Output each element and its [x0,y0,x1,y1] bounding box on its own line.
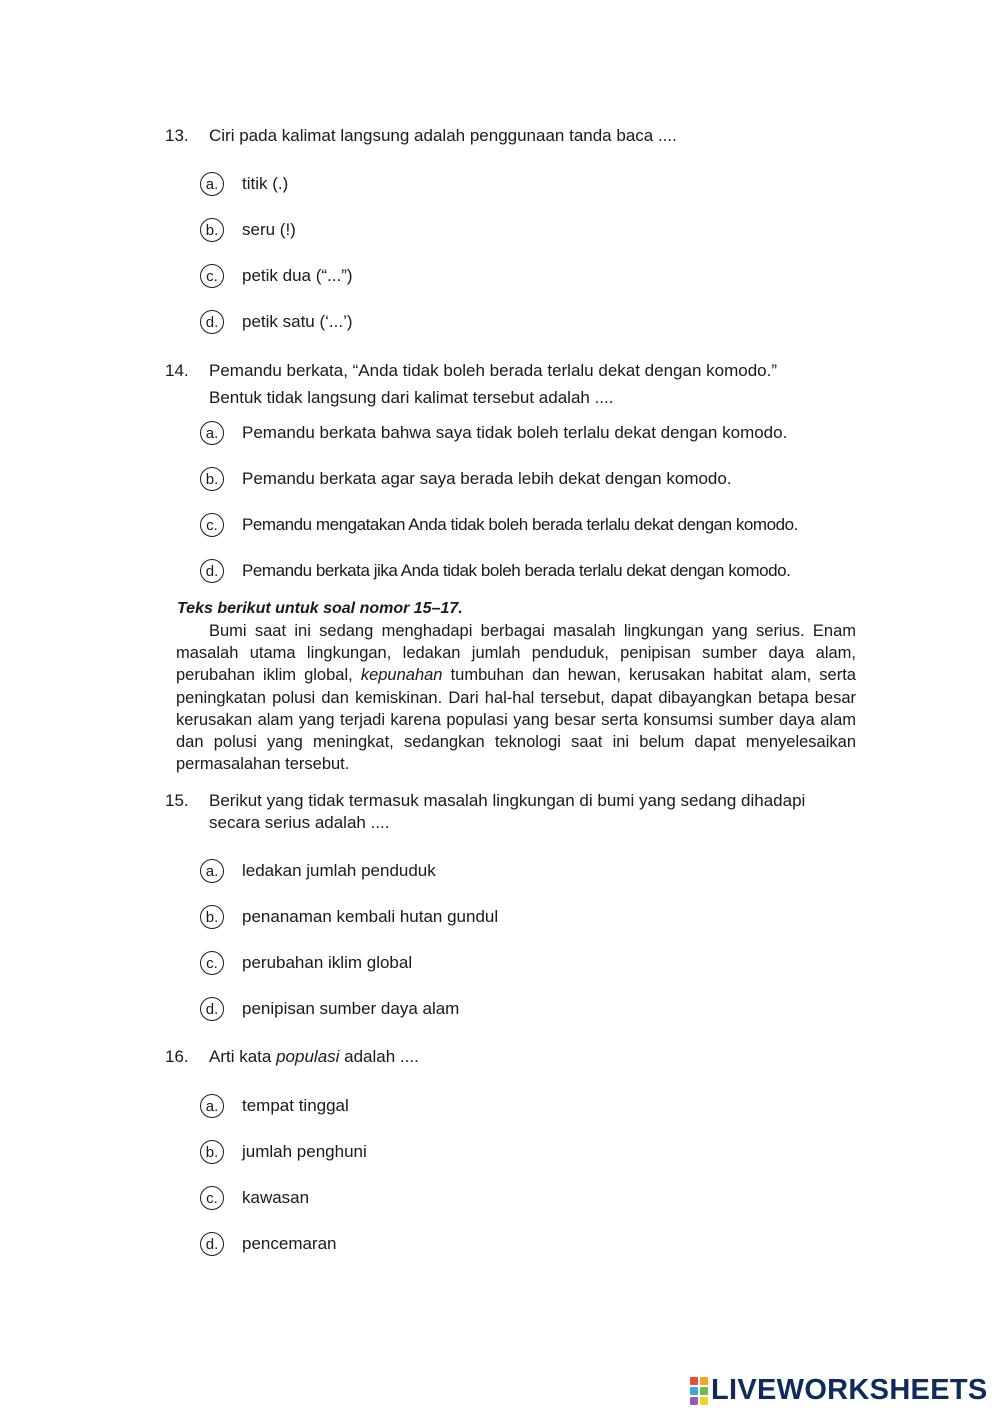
option-letter-circle: d. [200,1232,224,1256]
question-15-stem-line2: secara serius adalah .... [209,813,390,832]
question-15-option-a[interactable] [200,858,436,884]
logo-square [700,1377,708,1385]
option-text: jumlah penghuni [242,1142,367,1161]
question-15-number: 15. [165,791,189,810]
question-16-stem-text: adalah .... [339,1047,419,1066]
logo-square [690,1397,698,1405]
option-letter-circle: c. [200,951,224,975]
option-text: Pemandu berkata agar saya berada lebih dekat dengan komodo. [242,469,732,488]
question-16-number: 16. [165,1047,189,1066]
question-15-option-c[interactable] [200,950,412,976]
option-text: tempat tinggal [242,1096,349,1115]
option-letter-circle: a. [200,421,224,445]
question-16-stem [209,1046,419,1068]
passage-text: Bumi saat ini sedang menghadapi berbagai masalah lingkungan yang serius. Enam masalah utama lingkungan, ledakan jumlah penduduk, penipisan sumber daya alam, perubahan iklim global, [176,622,856,685]
question-16-stem-text: Arti kata [209,1047,277,1066]
option-text: Pemandu mengatakan Anda tidak boleh berada terlalu dekat dengan komodo. [242,515,798,534]
option-letter-circle: c. [200,1186,224,1210]
option-letter-circle: b. [200,218,224,242]
question-16-stem-italic: populasi [276,1047,340,1066]
passage-text: tumbuhan dan hewan, kerusakan habitat alam, serta peningkatan polusi dan kemiskinan. Dari hal-hal tersebut, dapat dibayangkan betapa besar kerusakan alam yang terjadi karena populasi yang besar serta konsumsi sumber daya alam dan polusi yang meningkat, sedangkan teknologi saat ini belum dapat menyelesaikan permasalahan tersebut. [176,666,856,774]
option-text: perubahan iklim global [242,953,413,972]
option-letter-circle: b. [200,467,224,491]
option-text: ledakan jumlah penduduk [242,861,436,880]
option-text: Pemandu berkata bahwa saya tidak boleh terlalu dekat dengan komodo. [242,423,788,442]
option-letter-circle: b. [200,1140,224,1164]
passage-body [176,620,856,775]
option-text: titik (.) [242,174,289,193]
option-letter-circle: d. [200,310,224,334]
option-text: seru (!) [242,220,296,239]
option-letter-circle: c. [200,264,224,288]
option-letter-circle: a. [200,1094,224,1118]
question-14-number: 14. [165,361,189,380]
question-15-option-b[interactable] [200,904,498,930]
option-text: penipisan sumber daya alam [242,999,460,1018]
logo-square [700,1397,708,1405]
liveworksheets-logo-icon [690,1377,708,1405]
option-text: Pemandu berkata jika Anda tidak boleh berada terlalu dekat dengan komodo. [242,561,791,580]
question-14-stem: Pemandu berkata, “Anda tidak boleh berada terlalu dekat dengan komodo.” [209,361,777,380]
question-16-option-d[interactable] [200,1231,337,1257]
option-letter-circle: c. [200,513,224,537]
option-text: petik satu (‘...’) [242,312,353,331]
option-letter-circle: a. [200,172,224,196]
question-16-option-a[interactable] [200,1093,349,1119]
question-15-stem: Berikut yang tidak termasuk masalah lingkungan di bumi yang sedang dihadapi [209,791,806,810]
logo-wordmark: LIVEWORKSHEETS [711,1374,988,1406]
logo-square [690,1377,698,1385]
option-text: penanaman kembali hutan gundul [242,907,499,926]
option-text: pencemaran [242,1234,337,1253]
question-14-option-b[interactable] [200,466,732,492]
question-15-option-d[interactable] [200,996,459,1022]
option-letter-circle: a. [200,859,224,883]
question-14-option-d[interactable] [200,558,790,584]
option-text: petik dua (“...”) [242,266,353,285]
question-16-option-b[interactable] [200,1139,367,1165]
question-14-option-a[interactable] [200,420,787,446]
option-letter-circle: b. [200,905,224,929]
option-letter-circle: d. [200,559,224,583]
passage-italic-word: kepunahan [360,666,443,685]
logo-square [690,1387,698,1395]
passage-title: Teks berikut untuk soal nomor 15–17. [177,600,463,617]
logo-square [700,1387,708,1395]
question-14-stem-line2: Bentuk tidak langsung dari kalimat tersebut adalah .... [209,388,614,407]
option-text: kawasan [242,1188,310,1207]
question-14-option-c[interactable] [200,512,798,538]
question-13-stem: Ciri pada kalimat langsung adalah penggunaan tanda baca .... [209,126,677,145]
question-13-option-a[interactable] [200,171,288,197]
question-13-option-c[interactable] [200,263,353,289]
question-13-option-d[interactable] [200,309,353,335]
question-13-number: 13. [165,126,189,145]
question-16-option-c[interactable] [200,1185,309,1211]
option-letter-circle: d. [200,997,224,1021]
liveworksheets-logo[interactable] [690,1374,988,1407]
question-13-option-b[interactable] [200,217,296,243]
